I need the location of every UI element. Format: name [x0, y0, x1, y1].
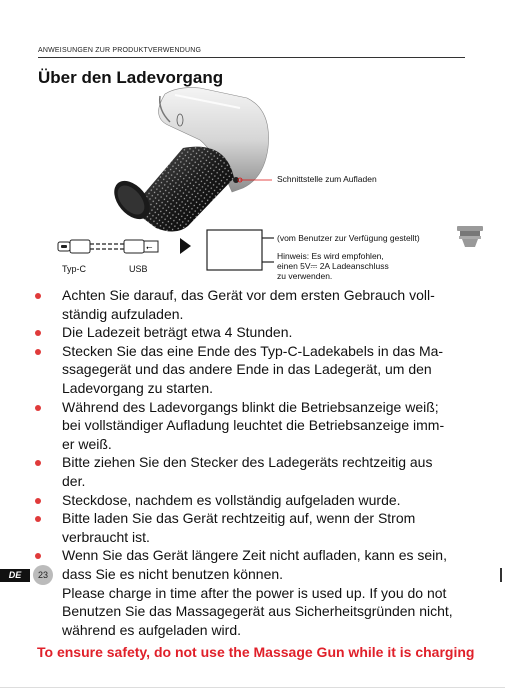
hint-line: Hinweis: Es wird empfohlen, [277, 251, 384, 261]
port-label: Schnittstelle zum Aufladen [277, 174, 377, 184]
list-item: Während des Ladevorgangs blinkt die Betriebsanzeige weiß; bei vollständiger Aufladung leuchtet die Betriebsanzeige imm- er weiß. [34, 398, 454, 454]
svg-text:⭠: ⭠ [146, 243, 153, 252]
massage-gun-icon [107, 88, 268, 232]
section-header: ANWEISUNGEN ZUR PRODUKTVERWENDUNG [38, 47, 202, 54]
list-item: Die Ladezeit beträgt etwa 4 Stunden. [34, 323, 454, 342]
list-item: Steckdose, nachdem es vollständig aufgeladen wurde. [34, 491, 454, 510]
provided-note: (vom Benutzer zur Verfügung gestellt) [277, 233, 420, 243]
page-title: Über den Ladevorgang [38, 68, 224, 87]
list-item: Achten Sie darauf, das Gerät vor dem ersten Gebrauch voll- ständig aufzuladen. [34, 286, 454, 323]
list-item: Bitte laden Sie das Gerät rechtzeitig auf, wenn der Strom verbraucht ist. [34, 509, 454, 546]
hint-line: zu verwenden. [277, 271, 333, 281]
hint-line: einen 5V⎓ 2A Ladeanschluss [277, 261, 389, 271]
safety-warning: To ensure safety, do not use the Massage Gun while it is charging [37, 644, 475, 660]
typc-label: Typ-C [62, 264, 87, 274]
typc-cable-icon [58, 240, 158, 253]
list-item: Bitte ziehen Sie den Stecker des Ladegeräts rechtzeitig aus der. [34, 453, 454, 490]
page-number: 23 [33, 565, 53, 585]
list-item: Wenn Sie das Gerät längere Zeit nicht aufladen, kann es sein, dass Sie es nicht benutzen können. [34, 546, 454, 583]
continuation-text: Please charge in time after the power is used up. If you do not Benutzen Sie das Massagegerät aus Sicherheitsgründen nicht, während es aufgeladen wird. [62, 584, 453, 638]
charging-illustration [0, 0, 505, 300]
usb-label: USB [129, 264, 148, 274]
arrow-right-icon [180, 238, 191, 254]
power-adapter-icon [207, 230, 274, 270]
instruction-list [34, 286, 454, 639]
list-item: Stecken Sie das eine Ende des Typ-C-Ladekabels in das Ma- ssagegerät und das andere Ende in das Ladegerät, um den Ladevorgang zu starten. [34, 342, 454, 398]
page-edge-mark [500, 568, 502, 582]
massage-head-icon [457, 226, 483, 247]
language-tab: DE [0, 569, 30, 582]
